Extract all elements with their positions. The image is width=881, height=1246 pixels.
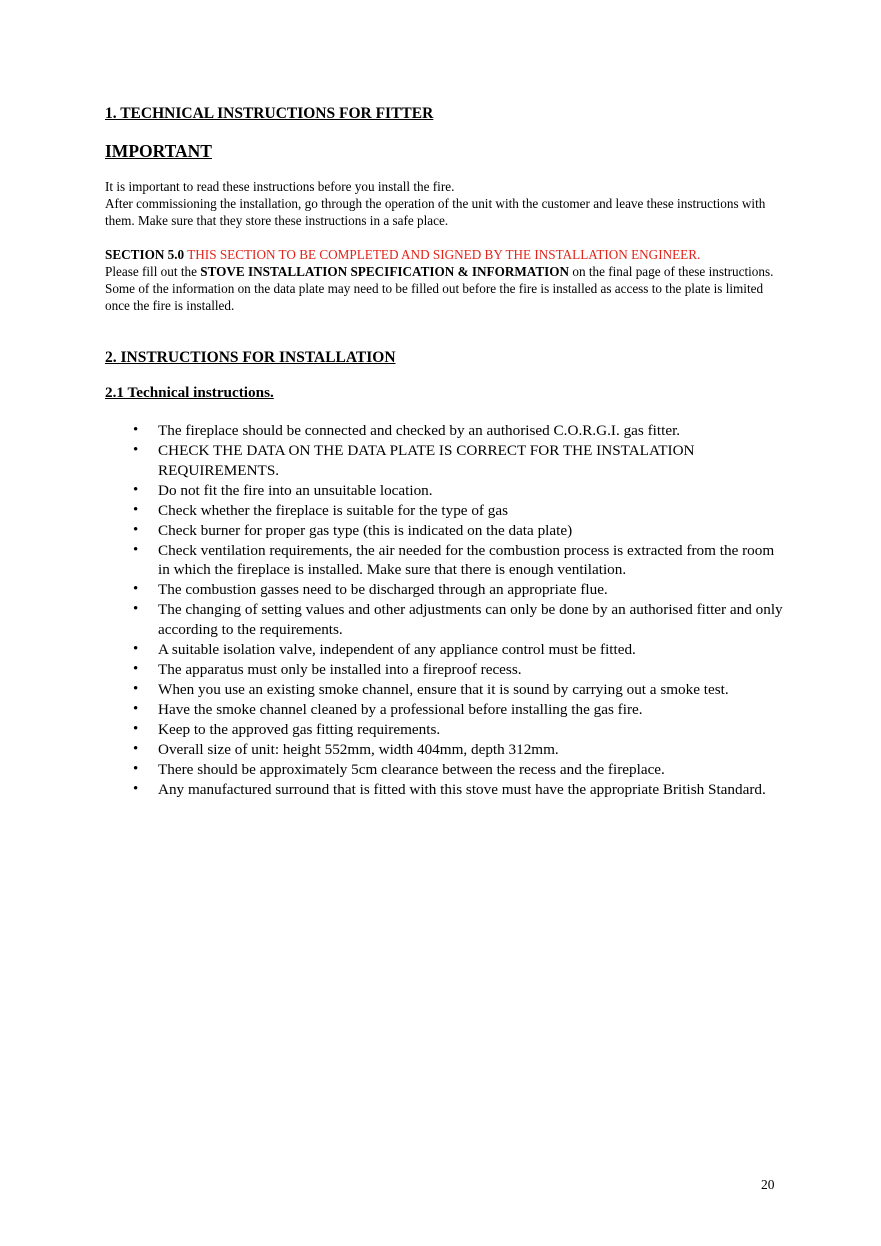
bullet-icon: • (133, 442, 139, 458)
bullet-icon: • (133, 581, 139, 597)
bullet-icon: • (133, 521, 139, 538)
list-item: • When you use an existing smoke channel, ensure that it is sound by carrying out a smoke test. (133, 680, 729, 698)
section-label: SECTION 5.0 (105, 247, 185, 262)
list-item: • Have the smoke channel cleaned by a professional before installing the gas fire. (133, 700, 643, 718)
list-item: • Overall size of unit: height 552mm, width 404mm, depth 312mm. (133, 740, 559, 758)
bullet-icon: • (133, 700, 139, 717)
section-5-note (105, 246, 785, 314)
section-2-heading: 2. INSTRUCTIONS FOR INSTALLATION (105, 349, 396, 366)
list-item: • Check ventilation requirements, the air needed for the combustion process is extracted from the room in which the fireplace is installed. Make sure that there is enough ventilation. (133, 541, 775, 578)
bullet-icon: • (133, 760, 139, 777)
subsection-2-1-heading: 2.1 Technical instructions. (105, 384, 274, 401)
bullet-icon: • (133, 780, 139, 797)
list-item: • The fireplace should be connected and checked by an authorised C.O.R.G.I. gas fitter. (133, 422, 681, 439)
bullet-icon: • (133, 660, 139, 677)
page-number: 20 (761, 1177, 775, 1192)
intro-paragraph (105, 178, 785, 229)
intro-line-2: After commissioning the installation, go through the operation of the unit with the customer and leave these instructions with them. Make sure that they store these instructions in a safe place. (105, 196, 766, 228)
list-item: • A suitable isolation valve, independent of any appliance control must be fitted. (133, 640, 636, 658)
bullet-icon: • (133, 541, 139, 558)
bullet-icon: • (133, 501, 139, 518)
list-item: • The changing of setting values and other adjustments can only be done by an authorised fitter and only according to the requirements. (133, 601, 783, 638)
list-item: • Check burner for proper gas type (this is indicated on the data plate) (133, 521, 573, 539)
bullet-icon: • (133, 720, 139, 737)
list-item: • Keep to the approved gas fitting requirements. (133, 720, 441, 738)
bullet-icon: • (133, 601, 139, 617)
fill-form-title: STOVE INSTALLATION SPECIFICATION & INFORMATION (200, 264, 570, 279)
section-1-heading: 1. TECHNICAL INSTRUCTIONS FOR FITTER (105, 105, 434, 122)
fill-prefix: Please fill out the (105, 264, 197, 279)
bullet-icon: • (133, 680, 139, 697)
list-item: • Any manufactured surround that is fitted with this stove must have the appropriate British Standard. (133, 780, 766, 798)
list-item: • The combustion gasses need to be discharged through an appropriate flue. (133, 581, 608, 598)
bullet-icon: • (133, 740, 139, 757)
intro-line-1: It is important to read these instructions before you install the fire. (105, 179, 455, 194)
section-warning: THIS SECTION TO BE COMPLETED AND SIGNED BY THE INSTALLATION ENGINEER. (187, 247, 701, 262)
important-heading: IMPORTANT (105, 141, 212, 161)
instruction-list (105, 421, 785, 800)
fill-suffix: on the final page of these instructions. Some of the information on the data plate may need to be filled out before the fire is installed as access to the plate is limited once the fire is installed. (105, 264, 774, 313)
bullet-icon: • (133, 422, 139, 438)
list-item: • CHECK THE DATA ON THE DATA PLATE IS CORRECT FOR THE INSTALATION REQUIREMENTS. (133, 442, 695, 479)
bullet-icon: • (133, 640, 139, 657)
list-item: • The apparatus must only be installed into a fireproof recess. (133, 660, 522, 678)
list-item: • Do not fit the fire into an unsuitable location. (133, 481, 433, 499)
list-item: • There should be approximately 5cm clearance between the recess and the fireplace. (133, 760, 665, 778)
bullet-icon: • (133, 481, 139, 498)
list-item: • Check whether the fireplace is suitable for the type of gas (133, 501, 509, 519)
